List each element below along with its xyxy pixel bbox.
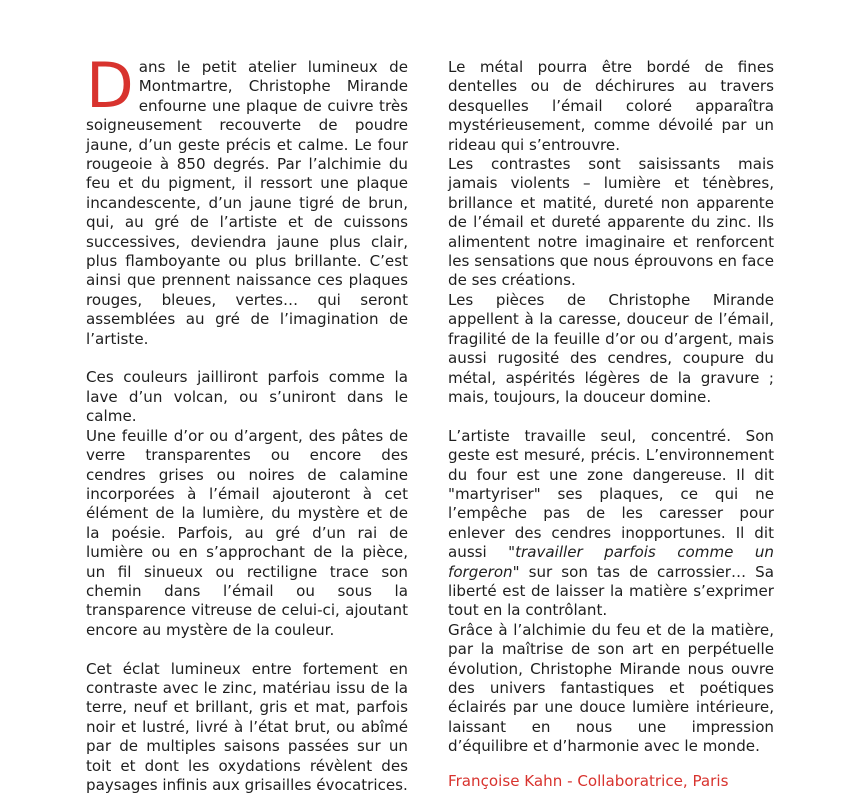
paragraph-zinc: Cet éclat lumineux entre fortement en contraste avec le zinc, matériau issu de la terre, neuf et brillant, gris et mat, parfois noir et lustré, livré à l’état brut, ou abîmé par de multiples saisons passées sur un toit et dont les oxydations révèlent des paysages infinis aux grisailles évocatrices.	[86, 659, 408, 794]
right-column	[448, 58, 774, 791]
intro-text: ans le petit atelier lumineux de Montmartre, Christophe Mirande enfourne une plaque de cuivre très soigneusement recouverte de poudre jaune, d’un geste précis et calme. Le four rougeoie à 850 degrés. Par l’alchimie du feu et du pigment, il ressort une plaque incandescente, d’un jaune tigré de brun, qui, au gré de l’artiste et de cuissons successives, deviendra jaune plus clair, plus flamboyante ou plus brillante. C’est ainsi que prennent naissance ces plaques rouges, bleues, vertes… qui seront assemblées au gré de l’imagination de l’artiste.	[86, 58, 408, 348]
artist-text-b: " sur son tas de carrossier… Sa liberté est de laisser la matière s’exprimer tout en la contrôlant.	[448, 562, 774, 620]
artist-quote: travailler parfois comme un forgeron	[448, 543, 774, 581]
paragraph-metal: Le métal pourra être bordé de fines dentelles ou de déchirures au travers desquelles l’émail coloré apparaîtra mystérieusement, comme dévoilé par un rideau qui s’entrouvre.	[448, 58, 774, 154]
paragraph-intro	[86, 49, 408, 349]
paragraph-contrasts: Les contrastes sont saisissants mais jamais violents – lumière et ténèbres, brillance et matité, dureté non apparente de l’émail et dureté apparente du zinc. Ils alimentent notre imaginaire et renforcent les sensations que nous éprouvons en face de ses créations.	[448, 155, 774, 290]
paragraph-pieces: Les pièces de Christophe Mirande appellent à la caresse, douceur de l’émail, fragilité de la feuille d’or ou d’argent, mais aussi rugosité des cendres, coupure du métal, aspérités légères de la gravure ; mais, toujours, la douceur domine.	[448, 290, 774, 406]
paragraph-colors: Ces couleurs jailliront parfois comme la lave d’un volcan, ou s’uniront dans le calme.	[86, 368, 408, 426]
paragraph-artist	[448, 427, 774, 621]
artist-text-a: L’artiste travaille seul, concentré. Son geste est mesuré, précis. L’environnement du four est une zone dangereuse. Il dit "martyriser" ses plaques, ce qui ne l’empêche pas de les caresser pour enlever des cendres inopportunes. Il dit aussi "	[448, 426, 774, 562]
left-column	[86, 49, 408, 795]
paragraph-alchemy: Grâce à l’alchimie du feu et de la matière, par la maîtrise de son art en perpétuelle évolution, Christophe Mirande nous ouvre des univers fantastiques et poétiques éclairés par une douce lumière intérieure, laissant en nous une impression d’équilibre et d’harmonie avec le monde.	[448, 620, 774, 756]
drop-cap: D	[86, 49, 134, 122]
paragraph-gold-leaf: Une feuille d’or ou d’argent, des pâtes de verre transparentes ou encore des cendres grises ou noires de calamine incorporées à l’émail ajouteront à cet élément de la lumière, du mystère et de la poésie. Parfois, au gré d’un rai de lumière ou en s’approchant de la pièce, un fil sinueux ou rectiligne trace son chemin dans l’émail ou sous la transparence vitreuse de celui-ci, ajoutant encore au mystère de la couleur.	[86, 426, 408, 639]
signature: Françoise Kahn - Collaboratrice, Paris	[448, 771, 729, 790]
